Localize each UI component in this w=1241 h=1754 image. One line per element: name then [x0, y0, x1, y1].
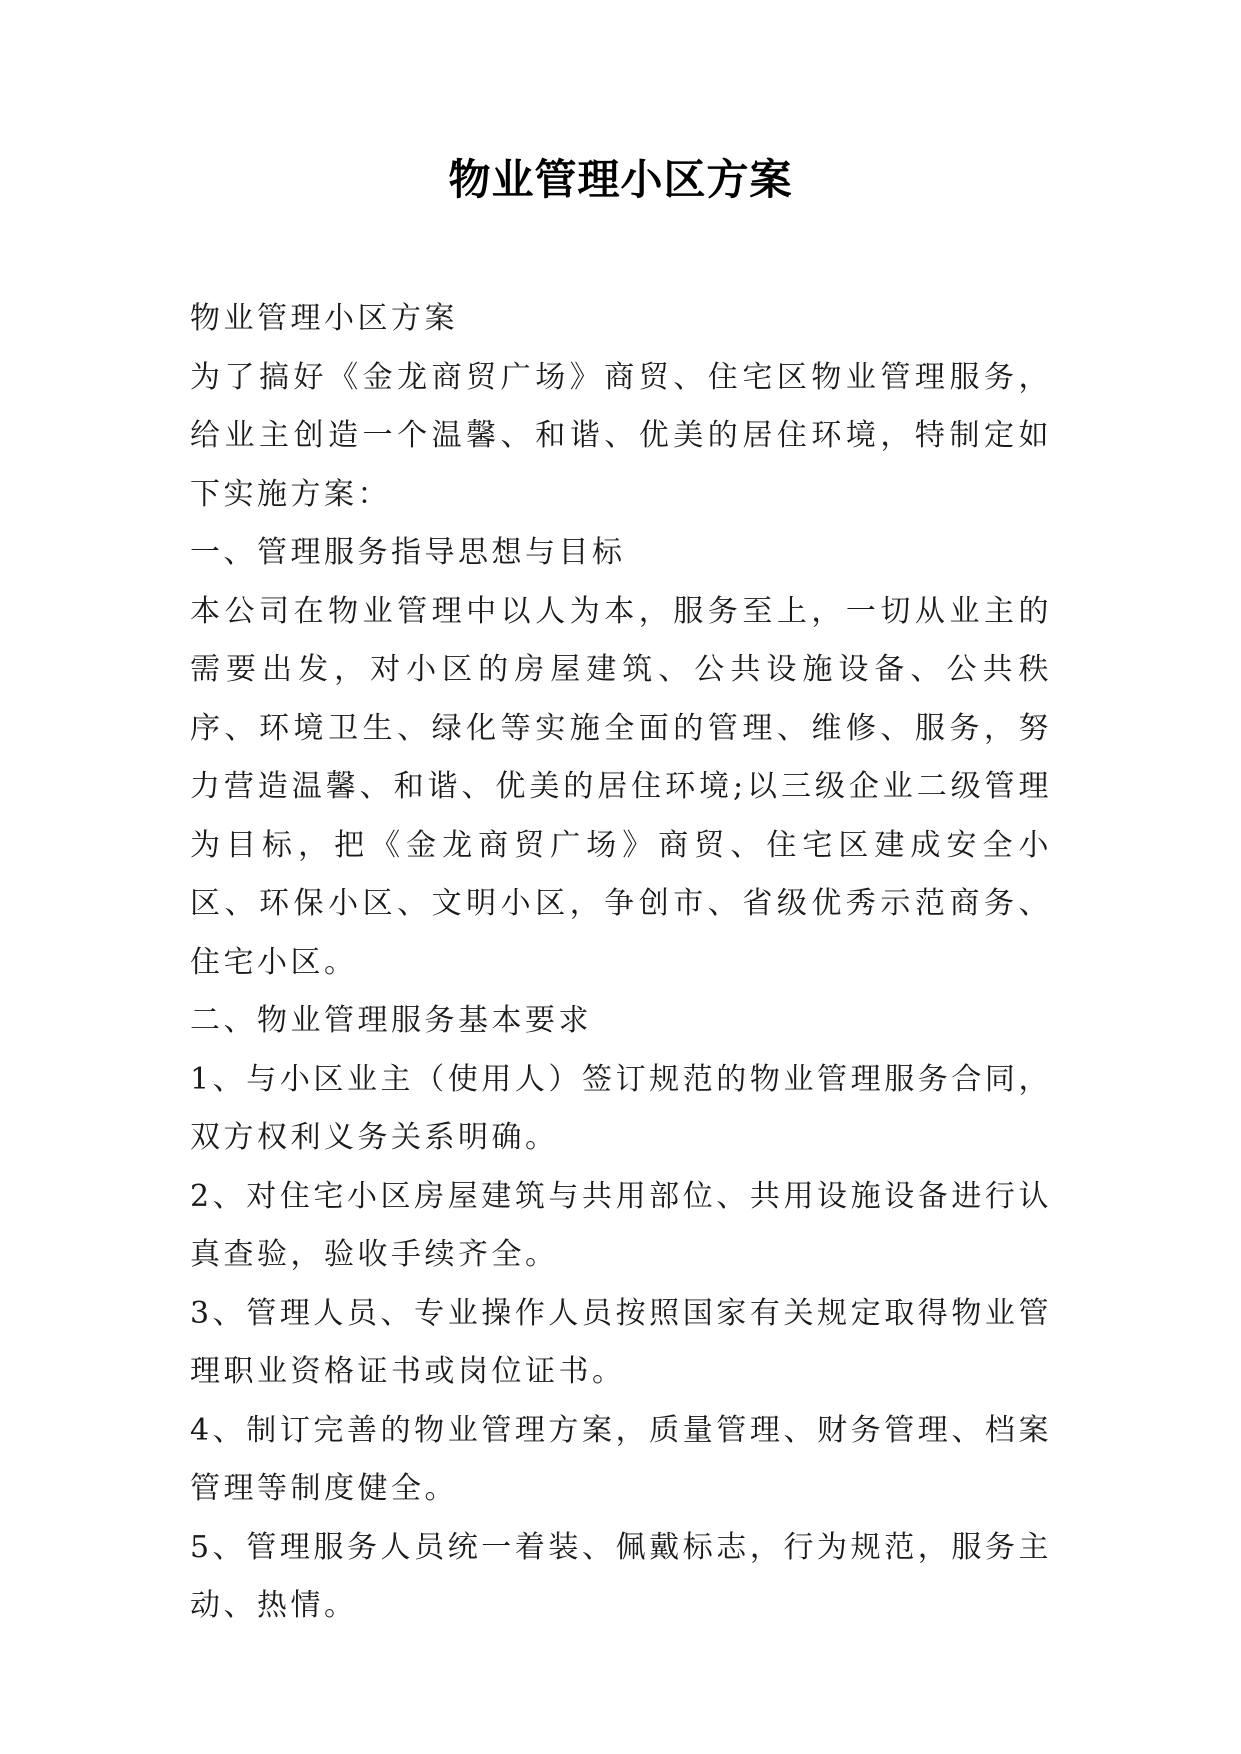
- document-title: 物业管理小区方案: [448, 155, 793, 204]
- list-item-5: 5、管理服务人员统一着装、佩戴标志，行为规范，服务主动、热情。: [190, 1529, 1052, 1623]
- section-heading-1: 一、管理服务指导思想与目标: [190, 535, 626, 570]
- paragraph-intro: 为了搞好《金龙商贸广场》商贸、住宅区物业管理服务，给业主创造一个温馨、和谐、优美的居住环境，特制定如下实施方案：: [190, 359, 1052, 512]
- paragraph-section-1: 本公司在物业管理中以人为本，服务至上，一切从业主的需要出发，对小区的房屋建筑、公共设施设备、公共秩序、环境卫生、绿化等实施全面的管理、维修、服务，努力营造温馨、和谐、优美的居住环境;以三级企业二级管理为目标，把《金龙商贸广场》商贸、住宅区建成安全小区、环保小区、文明小区，争创市、省级优秀示范商务、住宅小区。: [190, 593, 1052, 980]
- section-heading-2: 二、物业管理服务基本要求: [190, 1003, 592, 1038]
- list-item-4: 4、制订完善的物业管理方案，质量管理、财务管理、档案管理等制度健全。: [190, 1412, 1052, 1506]
- list-item-1: 1、与小区业主（使用人）签订规范的物业管理服务合同，双方权利义务关系明确。: [190, 1061, 1052, 1155]
- list-item-3: 3、管理人员、专业操作人员按照国家有关规定取得物业管理职业资格证书或岗位证书。: [190, 1295, 1052, 1389]
- paragraph-subtitle: 物业管理小区方案: [190, 301, 458, 336]
- list-item-2: 2、对住宅小区房屋建筑与共用部位、共用设施设备进行认真查验，验收手续齐全。: [190, 1178, 1052, 1272]
- document-body: [190, 290, 1052, 1636]
